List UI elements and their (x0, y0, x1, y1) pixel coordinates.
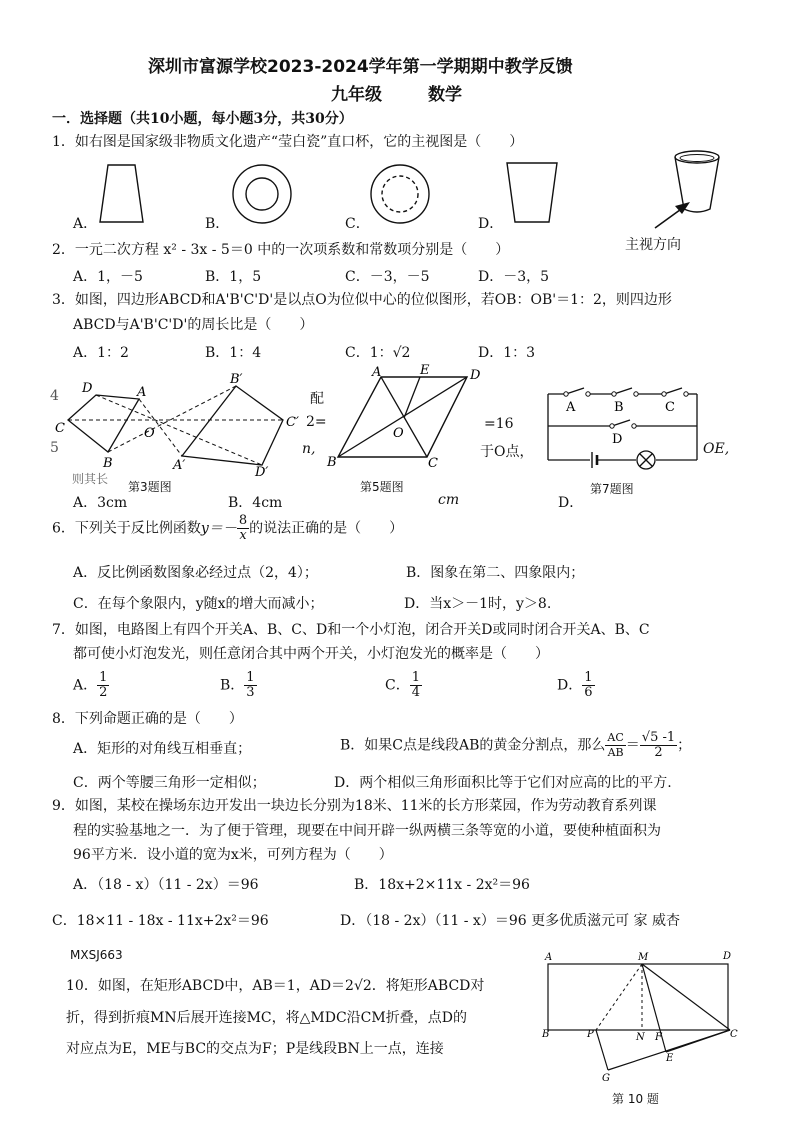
fig3-caption: 第3题图 (128, 480, 172, 494)
q3-line1: 3．如图，四边形ABCD和A'B'C'D'是以点O为位似中心的位似图形，若OB：OB'＝1：2，则四边形 (52, 292, 672, 308)
fig5-label-o: O (393, 426, 404, 441)
fragment-cm: cm (438, 492, 460, 508)
fig3-label-c: C (55, 421, 65, 436)
q3-option-a: A．1：2 (73, 345, 129, 361)
q6-option-a: A．反比例函数图象必经过点（2，4）； (73, 565, 318, 581)
q10-line1: 10．如图，在矩形ABCD中，AB＝1，AD＝2√2．将矩形ABCD对 (66, 978, 485, 994)
q2-option-d: D．－3，5 (478, 269, 550, 285)
q3-option-b: B．1：4 (205, 345, 262, 361)
q6-option-c: C．在每个象限内，y随x的增大而减小； (73, 596, 324, 612)
q10-line2: 折，得到折痕MN后展开连接MC，将△MDC沿CM折叠，点D的 (66, 1010, 467, 1026)
section-heading: 一．选择题（共10小题，每小题3分，共30分） (52, 111, 353, 127)
q7-den-c: 4 (411, 685, 420, 700)
q2-option-a: A．1，－5 (73, 269, 143, 285)
fragment-n: n, (302, 441, 316, 457)
fig3-label-ap: A′ (173, 458, 186, 473)
q1-label-a: A． (73, 216, 98, 232)
fig5-label-d: D (470, 368, 481, 383)
fig5-label-b: B (327, 455, 337, 470)
q8-text: 8．下列命题正确的是（ ） (52, 711, 243, 727)
fig7-label-c: C (665, 400, 675, 415)
q7-label-d: D． (557, 677, 583, 694)
fig10-label-g: G (602, 1073, 610, 1084)
fig3-label-d: D (82, 381, 93, 396)
q6-option-d: D．当x＞－1时，y＞8. (404, 596, 552, 612)
fig3-label-bp: B′ (230, 372, 243, 387)
q9-option-c: C．18×11 - 18x - 11x+2x²＝96 (52, 913, 269, 929)
fragment-a3cm: A．3cm (73, 495, 128, 511)
q6-fn-num: 8 (238, 513, 248, 528)
fragment-pei: 配 (310, 391, 324, 407)
q7-den-b: 3 (246, 685, 255, 700)
page-title: 深圳市富源学校2023-2024学年第一学期期中教学反馈 (148, 57, 573, 77)
q6-fn-den: x (239, 528, 247, 543)
fig10-label-d: D (723, 951, 732, 962)
q10-line3: 对应点为E，ME与BC的交点为F；P是线段BN上一点，连接 (66, 1041, 444, 1057)
fig10-label-b: B (542, 1029, 550, 1040)
q9-line3: 96平方米．设小道的宽为x米，可列方程为（ ） (73, 847, 393, 863)
q7-num-a: 1 (99, 670, 108, 685)
fig5-label-e: E (420, 363, 430, 378)
q1-label-b: B． (205, 216, 230, 232)
q8-option-c: C．两个等腰三角形一定相似； (73, 775, 266, 791)
q2-option-c: C．－3，－5 (345, 269, 430, 285)
q7-den-d: 6 (584, 685, 593, 700)
q9-line2: 程的实验基地之一．为了便于管理，现要在中间开辟一纵两横三条等宽的小道，要使种植面积为 (73, 823, 661, 839)
fragment-4: 4 (50, 388, 59, 404)
fragment-2eq: 2= (306, 414, 327, 430)
fig5-label-a: A (372, 365, 382, 380)
q1-label-d: D． (478, 216, 504, 232)
q7-num-c: 1 (411, 670, 420, 685)
q9-option-d: D．（18 - 2x）（11 - x）＝96 更多优质滋元可 家 威杏 (340, 913, 680, 929)
q8-val-den: 2 (654, 745, 663, 760)
fig5-label-c: C (428, 456, 438, 471)
fig3-label-b: B (103, 456, 113, 471)
fig10-label-c: C (730, 1029, 738, 1040)
q6-fn-lhs: y＝－ (200, 520, 237, 537)
fig5-caption: 第5题图 (360, 480, 404, 494)
fragment-oe: OE, (703, 441, 730, 457)
fig10-label-a: A (545, 952, 553, 963)
subject-label: 数学 (428, 85, 462, 105)
grade-label: 九年级 (331, 85, 382, 105)
q8-eq: ＝ (625, 737, 640, 754)
fig3-label-o: O (144, 426, 155, 441)
q8-option-d: D．两个相似三角形面积比等于它们对应高的比的平方. (334, 775, 672, 791)
q8-optb-pre: B．如果C点是线段AB的黄金分割点，那么 (340, 737, 606, 754)
fig10-label-e: E (666, 1053, 674, 1064)
q6-text-post: 的说法正确的是（ ） (249, 520, 404, 537)
q8-ratio-num: AC (607, 731, 624, 744)
fig10-label-f: F (655, 1032, 662, 1043)
fig10-label-p: P (587, 1029, 594, 1040)
fig7-label-b: B (614, 400, 624, 415)
q8-val-num: √5 -1 (641, 730, 676, 745)
fig3-label-dp: D′ (255, 465, 269, 480)
q7-line1: 7．如图，电路图上有四个开关A、B、C、D和一个小灯泡，闭合开关D或同时闭合开关A、B、C (52, 622, 650, 638)
q7-label-a: A． (73, 677, 98, 694)
fragment-d: D． (558, 495, 584, 511)
q7-num-d: 1 (584, 670, 593, 685)
fragment-eq16: =16 (484, 416, 514, 432)
view-direction-caption: 主视方向 (625, 237, 681, 253)
fig7-caption: 第7题图 (590, 482, 634, 496)
q2-text: 2．一元二次方程 x² - 3x - 5＝0 中的一次项系数和常数项分别是（ ） (52, 242, 510, 258)
q9-option-a: A．（18 - x）（11 - 2x）＝96 (73, 877, 259, 893)
q7-label-c: C． (385, 677, 410, 694)
q8-ratio-den: AB (607, 746, 624, 759)
q6-text-pre: 6．下列关于反比例函数 (52, 520, 201, 537)
q7-den-a: 2 (99, 685, 108, 700)
fig7-label-d: D (612, 432, 623, 447)
q2-option-b: B．1，5 (205, 269, 262, 285)
q9-line1: 9．如图，某校在操场东边开发出一块边长分别为18米、11米的长方形菜园，作为劳动教育系列课 (52, 798, 657, 814)
q3-line2: ABCD与A'B'C'D'的周长比是（ ） (73, 317, 314, 333)
fig7-label-a: A (566, 400, 576, 415)
watermark-code: MXSJ663 (70, 948, 123, 962)
fragment-5: 5 (50, 440, 59, 456)
fig10-label-m: M (638, 952, 649, 963)
fragment-yu-o: 于O点， (480, 444, 534, 460)
q3-option-c: C．1：√2 (345, 345, 411, 361)
q6-option-b: B．图象在第二、四象限内； (406, 565, 585, 581)
fig3-label-a: A (137, 385, 147, 400)
q1-text: 1．如右图是国家级非物质文化遗产“莹白瓷”直口杯，它的主视图是（ ） (52, 134, 524, 150)
q8-end: ； (677, 737, 692, 754)
q9-option-b: B．18x+2×11x - 2x²＝96 (354, 877, 530, 893)
fig10-caption: 第 10 题 (612, 1092, 659, 1106)
fig3-label-cp: C′ (286, 415, 299, 430)
fig10-label-n: N (636, 1032, 645, 1043)
q7-num-b: 1 (246, 670, 255, 685)
fragment-zhe: 则其长 (72, 472, 109, 486)
q8-option-a: A．矩形的对角线互相垂直； (73, 741, 252, 757)
q1-label-c: C． (345, 216, 370, 232)
fragment-b4cm: B．4cm (228, 495, 283, 511)
fig10-rect (548, 964, 728, 1030)
q7-line2: 都可使小灯泡发光，则任意闭合其中两个开关，小灯泡发光的概率是（ ） (73, 646, 549, 662)
q7-label-b: B． (220, 677, 245, 694)
q3-option-d: D．1：3 (478, 345, 536, 361)
